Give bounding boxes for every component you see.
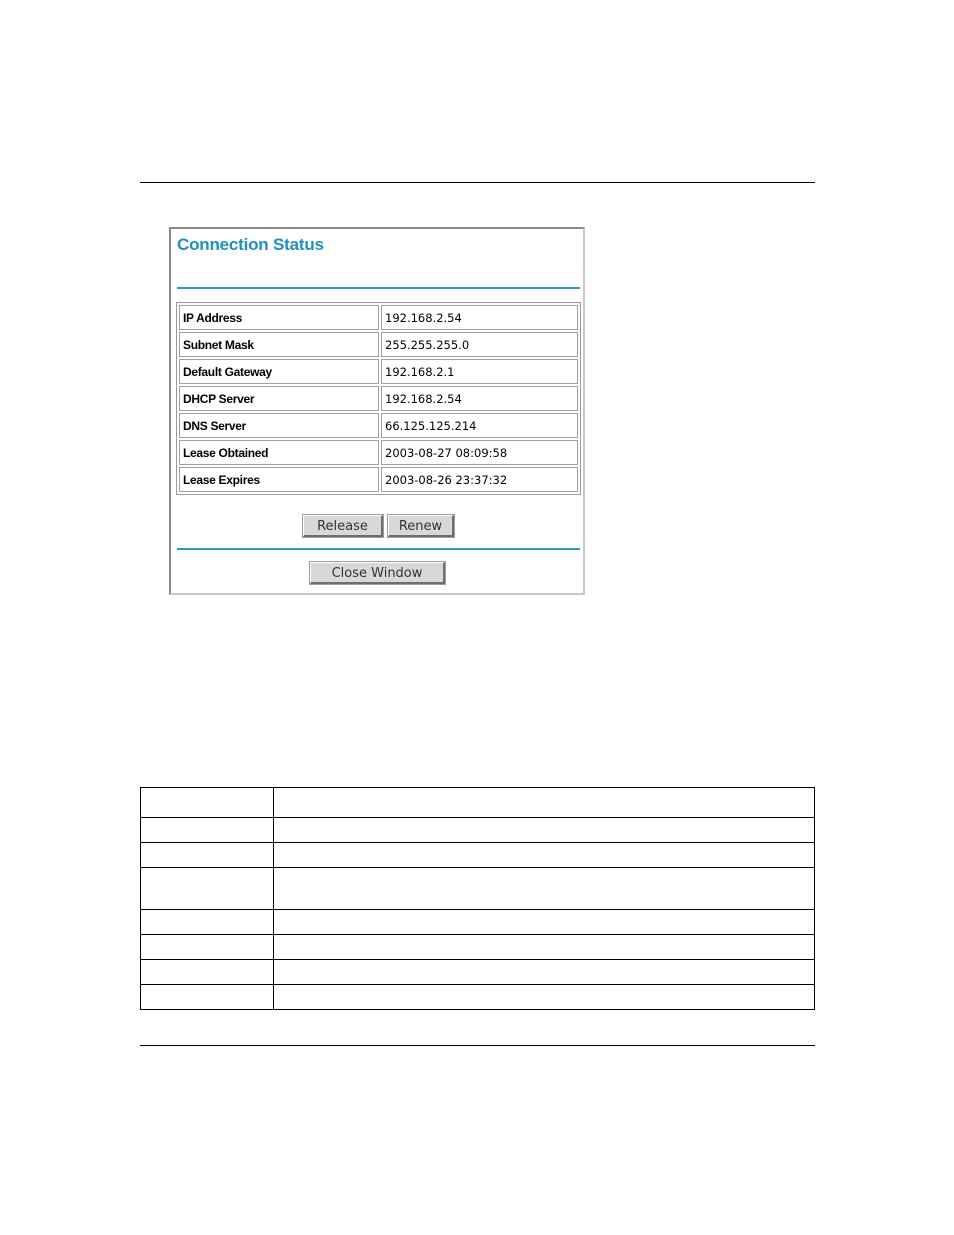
table-row	[141, 935, 815, 960]
table-row	[179, 386, 578, 411]
table-cell	[274, 868, 815, 910]
table-cell	[274, 788, 815, 818]
table-cell	[141, 960, 274, 985]
title-divider	[177, 287, 580, 289]
table-row	[179, 305, 578, 330]
row-value-dhcp-server: 192.168.2.54	[381, 386, 578, 411]
table-row	[179, 440, 578, 465]
table-row	[141, 818, 815, 843]
release-button[interactable]: Release	[303, 515, 383, 537]
row-value-default-gateway: 192.168.2.1	[381, 359, 578, 384]
table-cell	[274, 985, 815, 1010]
table-cell	[274, 818, 815, 843]
row-label-ip-address: IP Address	[179, 305, 379, 330]
table-cell	[141, 935, 274, 960]
table-cell	[141, 868, 274, 910]
footer-rule	[140, 1045, 815, 1046]
close-window-button[interactable]: Close Window	[310, 562, 445, 584]
window-title: Connection Status	[177, 235, 324, 254]
table-cell	[141, 788, 274, 818]
row-label-default-gateway: Default Gateway	[179, 359, 379, 384]
table-row	[141, 910, 815, 935]
table-row	[141, 788, 815, 818]
table-cell	[141, 818, 274, 843]
description-table	[140, 787, 815, 1010]
table-row	[141, 843, 815, 868]
row-value-ip-address: 192.168.2.54	[381, 305, 578, 330]
row-value-subnet-mask: 255.255.255.0	[381, 332, 578, 357]
row-label-lease-obtained: Lease Obtained	[179, 440, 379, 465]
table-cell	[274, 843, 815, 868]
row-label-lease-expires: Lease Expires	[179, 467, 379, 492]
renew-button[interactable]: Renew	[388, 515, 454, 537]
table-cell	[274, 910, 815, 935]
row-value-lease-obtained: 2003-08-27 08:09:58	[381, 440, 578, 465]
row-label-dhcp-server: DHCP Server	[179, 386, 379, 411]
table-cell	[274, 935, 815, 960]
table-row	[141, 868, 815, 910]
row-label-dns-server: DNS Server	[179, 413, 379, 438]
table-row	[141, 985, 815, 1010]
button-divider	[177, 548, 580, 550]
table-row	[179, 332, 578, 357]
table-row	[179, 467, 578, 492]
row-value-dns-server: 66.125.125.214	[381, 413, 578, 438]
table-row	[141, 960, 815, 985]
status-table	[176, 302, 581, 495]
table-cell	[141, 985, 274, 1010]
table-cell	[141, 843, 274, 868]
connection-status-window	[169, 227, 585, 595]
header-rule	[140, 182, 815, 183]
table-cell	[274, 960, 815, 985]
table-row	[179, 413, 578, 438]
row-label-subnet-mask: Subnet Mask	[179, 332, 379, 357]
table-cell	[141, 910, 274, 935]
table-row	[179, 359, 578, 384]
row-value-lease-expires: 2003-08-26 23:37:32	[381, 467, 578, 492]
